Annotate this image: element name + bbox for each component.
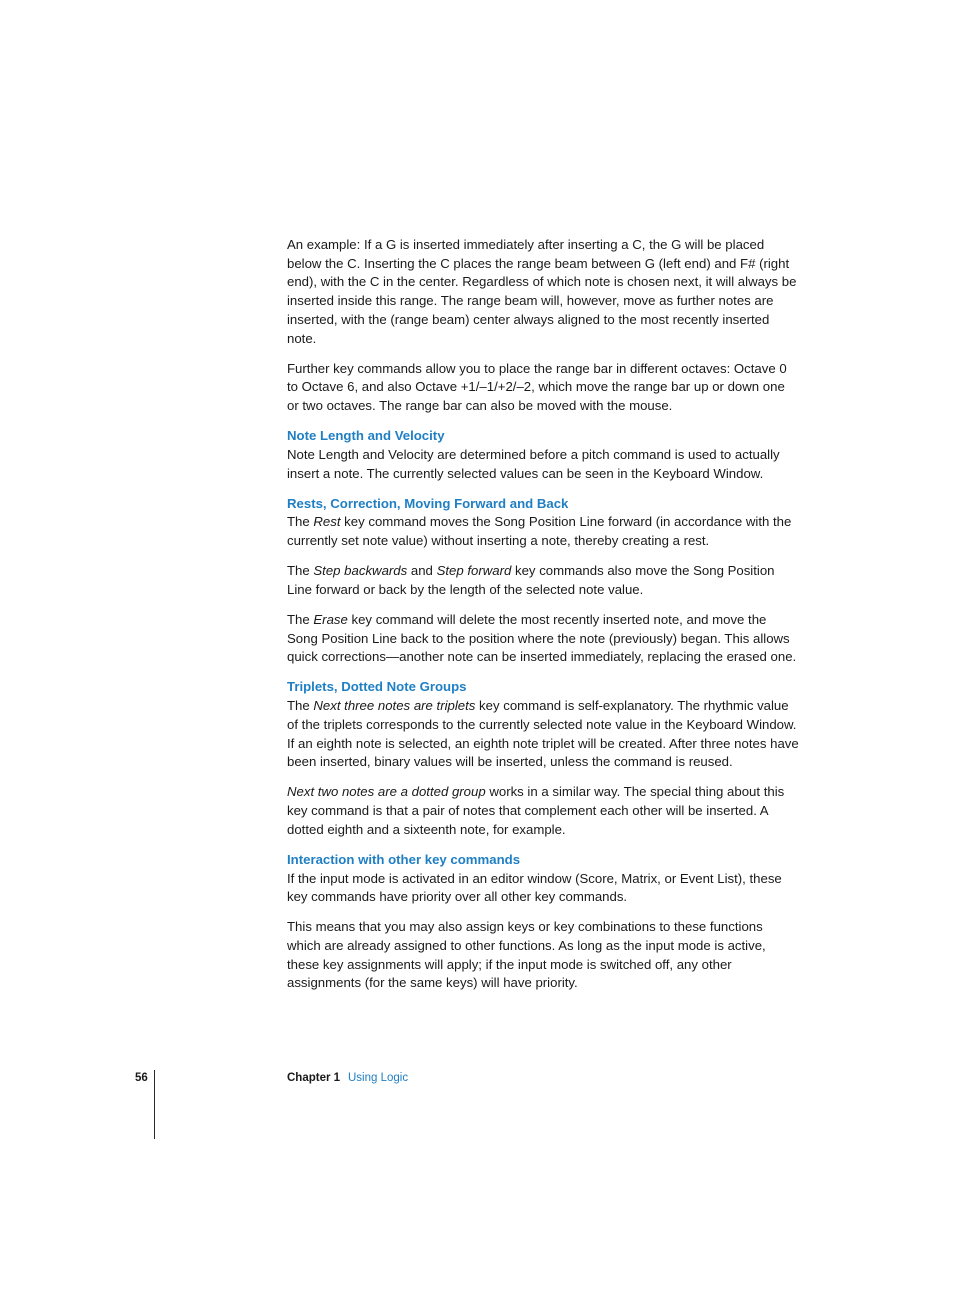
paragraph-range-example: An example: If a G is inserted immediately after inserting a C, the G will be placed below the C. Inserting the C places the range beam between G (left end) and F# (right end), with the C in the center. Regardless of which note is chosen next, it will always be inserted inside this range. The range beam will, however, move as further notes are inserted, with the (range beam) center always aligned to the most recently inserted note. <box>287 237 797 346</box>
paragraph-erase <box>287 611 799 667</box>
heading-rests-correction: Rests, Correction, Moving Forward and Back <box>287 495 569 511</box>
text-run: key command will delete the most recently inserted note, and move the Song Position Line back to the position where the note (previously) began. This allows quick corrections—another note can be inserted immediately, replacing the erased one. <box>287 611 797 665</box>
text-run: key command moves the Song Position Line forward (in accordance with the currently set note value) without inserting a note, thereby creating a rest. <box>287 514 792 549</box>
emphasis-triplets: Next three notes are triplets <box>313 698 476 714</box>
heading-interaction: Interaction with other key commands <box>287 851 521 867</box>
emphasis-dotted-group: Next two notes are a dotted group <box>287 784 486 800</box>
footer-divider <box>154 1070 155 1139</box>
text-run: and <box>407 563 437 579</box>
page-body <box>287 236 799 1005</box>
heading-note-length-velocity: Note Length and Velocity <box>287 428 445 444</box>
chapter-title: Using Logic <box>348 1072 409 1084</box>
text-run: key commands also move the Song Position Line forward or back by the length of the selected note value. <box>287 563 775 597</box>
paragraph-step <box>287 562 799 599</box>
text-run: works in a similar way. The special thing about this key command is that a pair of notes that complement each other will be inserted. A dotted eighth and a sixteenth note, for example. <box>287 784 785 837</box>
text-run: The <box>287 698 314 714</box>
emphasis-rest: Rest <box>313 514 341 530</box>
paragraph-triplets <box>287 697 799 772</box>
paragraph-octaves: Further key commands allow you to place the range bar in different octaves: Octave 0 to Octave 6, and also Octave +1/–1/+2/–2, which move the range bar up or down one or two octaves. The range bar can also be moved with the mouse. <box>287 360 787 414</box>
text-run: The <box>287 611 314 627</box>
paragraph-rest <box>287 513 799 550</box>
paragraph-key-assignments: This means that you may also assign keys or key combinations to these functions which are already assigned to other functions. As long as the input mode is active, these key assignments will apply; if the input mode is switched off, any other assignments (for the same keys) will have priority. <box>287 919 766 991</box>
emphasis-step-backwards: Step backwards <box>313 563 408 579</box>
paragraph-note-length: Note Length and Velocity are determined before a pitch command is used to actually insert a note. The currently selected values can be seen in the Keyboard Window. <box>287 446 780 481</box>
emphasis-erase: Erase <box>313 611 348 627</box>
paragraph-input-mode: If the input mode is activated in an editor window (Score, Matrix, or Event List), these key commands have priority over all other key commands. <box>287 870 782 905</box>
heading-triplets: Triplets, Dotted Note Groups <box>287 679 467 695</box>
text-run: key command is self-explanatory. The rhythmic value of the triplets corresponds to the currently selected note value in the Keyboard Window. If an eighth note is selected, an eighth note triplet will be created. After three notes have been inserted, binary values will be inserted, unless the command is reused. <box>287 698 799 770</box>
emphasis-step-forward: Step forward <box>436 563 512 579</box>
text-run: The <box>287 563 314 579</box>
chapter-label: Chapter 1 <box>287 1072 341 1084</box>
paragraph-dotted-group <box>287 783 799 839</box>
text-run: The <box>287 514 314 530</box>
page-number: 56 <box>135 1072 148 1084</box>
